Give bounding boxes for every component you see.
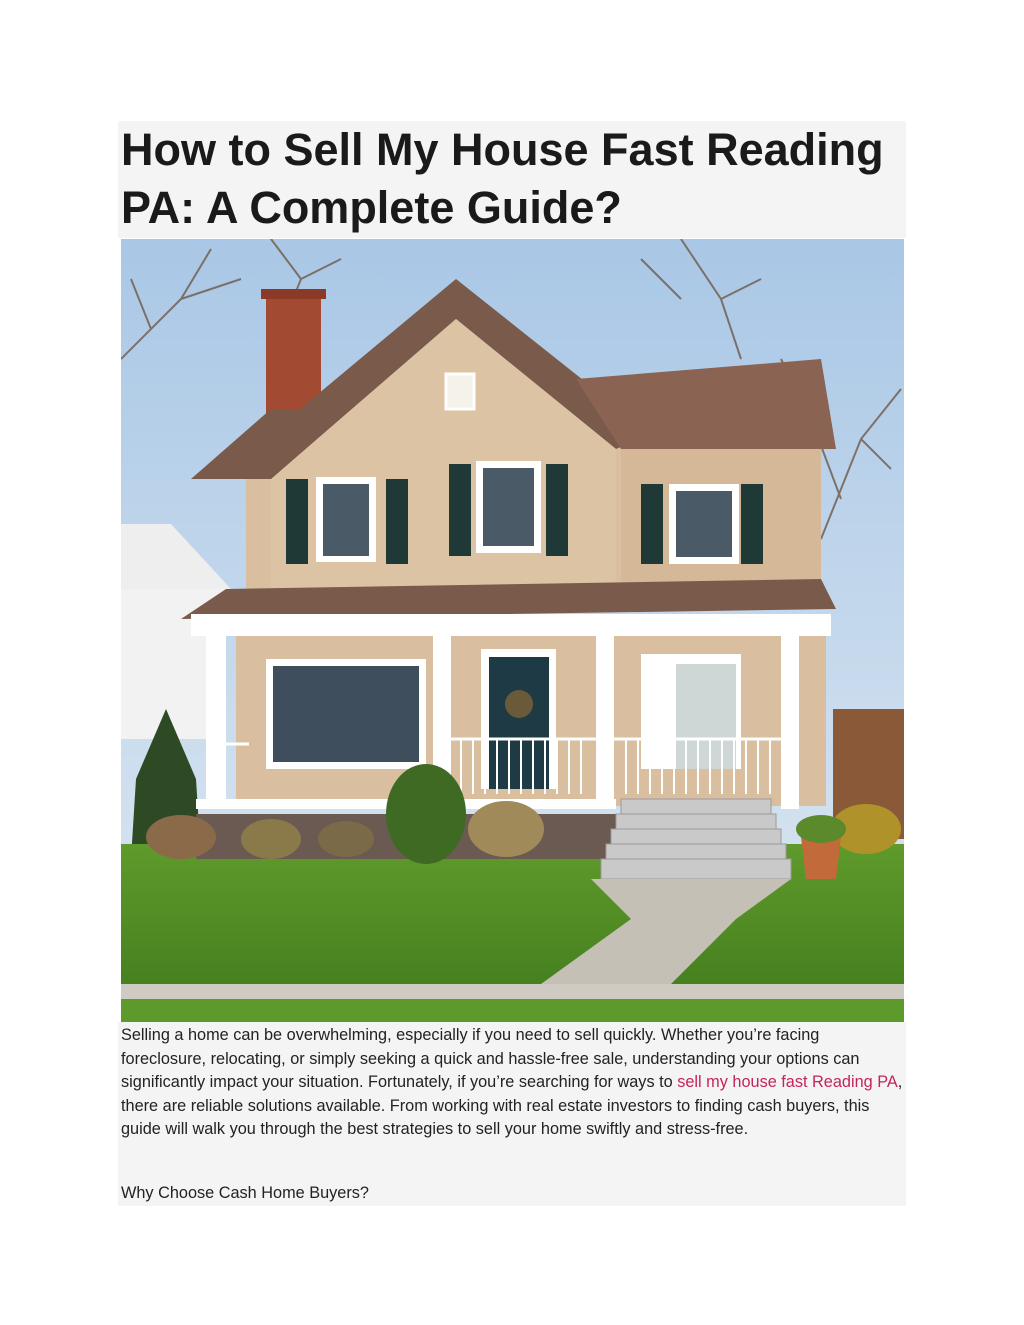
body-block — [118, 1022, 906, 1206]
hero-house-image — [121, 239, 904, 1022]
intro-text-end: , there are reliable solutions available. From working with real estate investors to finding cash buyers, this guide will walk you through the best strategies to sell your home swiftly and stress-free. — [121, 1073, 903, 1139]
intro-text-start: Selling a home can be overwhelming, especially if you need to sell quickly. Whether you’re facing foreclosure, relocating, or simply seeking a quick and hassle-free sale, understanding your options can significantly impact your situation. Fortunately, if you’re searching for ways to — [121, 1026, 860, 1092]
intro-paragraph — [121, 1024, 903, 1142]
sell-house-link[interactable]: sell my house fast Reading PA — [677, 1073, 898, 1092]
title-block — [118, 121, 906, 238]
section-subheading: Why Choose Cash Home Buyers? — [121, 1184, 369, 1202]
page-title: How to Sell My House Fast Reading PA: A Complete Guide? — [121, 124, 884, 233]
